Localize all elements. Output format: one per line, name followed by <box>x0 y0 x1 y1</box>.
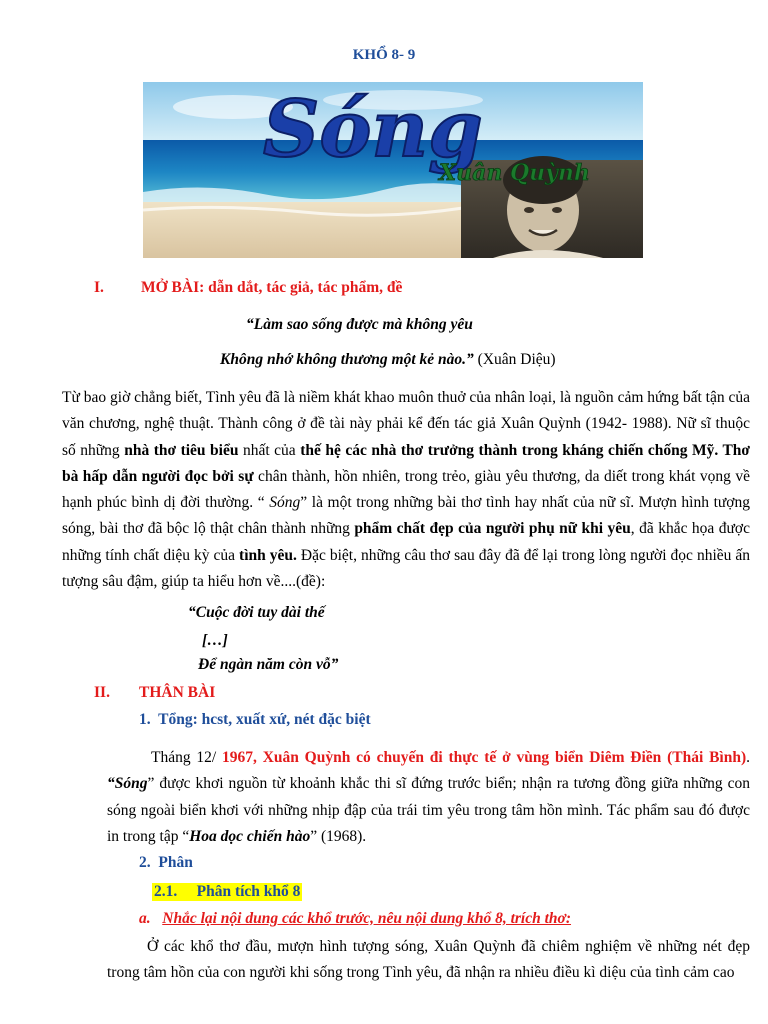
intro-italic-1: Sóng <box>269 494 301 512</box>
intro-text-4: ” là một trong những bài thơ tình hay nhất của nữ sĩ. Mượn hình tượng sóng, bài thơ đã bộc lộ thật chân thành những <box>62 494 750 538</box>
doc-title: KHỔ 8- 9 <box>352 47 416 63</box>
intro-bold-2: thế hệ các nhà thơ trưởng thành trong kháng chiến chống Mỹ. Thơ bà hấp dẫn người đọc bởi sự <box>62 441 751 485</box>
subsection-2-1-heading <box>152 883 302 901</box>
quote-2-line-3: Để ngàn năm còn vỗ” <box>198 656 339 673</box>
item-a-heading <box>139 910 571 928</box>
context-paragraph <box>107 745 750 850</box>
context-text-3: ” được khơi nguồn từ khoảnh khắc thi sĩ đứng trước biển; nhận ra tương đồng giữa những con sóng ngoài biển khơi với những nhịp đập của trái tim yêu trong tâm hồn mình. Tác phẩm sau đó được in trong tập “ <box>107 775 750 845</box>
banner-author-text: Xuân Quỳnh <box>439 160 590 186</box>
intro-text-6: Đặc biệt, những câu thơ sau đây đã để lại trong lòng người đọc nhiều ấn tượng sâu đậm, giúp ta hiểu hơn về....(đề): <box>62 546 751 591</box>
subsection-1-number: 1. <box>139 711 151 728</box>
intro-text-5: , đã khắc họa được những tính chất diệu kỳ của <box>62 520 750 564</box>
subsection-2-number: 2. <box>139 854 151 871</box>
quote-1-author: (Xuân Diệu) <box>473 351 556 368</box>
section-2-title: THÂN BÀI <box>139 684 216 701</box>
subsection-2-1-title: Phân tích khổ 8 <box>196 883 301 900</box>
subsection-2-heading <box>139 854 193 872</box>
banner-image <box>143 82 643 258</box>
intro-text-1: Từ bao giờ chẳng biết, Tình yêu đã là niềm khát khao muôn thuở của nhân loại, là nguồn cảm hứng bất tận của văn chương, nghệ thuật. Thành công ở đề tài này phải kể đến tác giả Xuân Quỳnh (1942- 1988). Nữ sĩ thuộc số những <box>62 389 750 459</box>
context-text-2: . <box>746 749 750 766</box>
quote-1-line-2 <box>220 351 556 369</box>
quote-2-line-1: “Cuộc đời tuy dài thế <box>188 604 325 621</box>
subsection-1-heading <box>139 711 371 729</box>
section-2-number: II. <box>94 684 110 701</box>
intro-text-2: nhất của <box>238 441 301 459</box>
context-text-1: Tháng 12/ <box>151 749 223 766</box>
banner-title-text: Sóng <box>263 84 483 175</box>
context-text-4: ” (1968). <box>310 827 367 845</box>
intro-paragraph <box>62 385 750 595</box>
context-highlight-red: 1967, Xuân Quỳnh có chuyến đi thực tế ở vùng biển Diêm Điền (Thái Bình) <box>222 749 747 766</box>
quote-2-line-2: […] <box>202 632 228 649</box>
subsection-1-title: Tổng: hcst, xuất xứ, nét đặc biệt <box>158 711 371 728</box>
intro-text-3: chân thành, hồn nhiên, trong trẻo, giàu yêu thương, da diết trong khát vọng về hạnh phúc bình dị đời thường. “ <box>62 467 750 512</box>
intro-bold-3: phẩm chất đẹp của người phụ nữ khi yêu <box>354 520 631 538</box>
item-a-letter: a. <box>139 910 151 927</box>
section-1-heading <box>0 279 768 299</box>
context-italic-2: Hoa dọc chiến hào <box>189 827 311 845</box>
section-2-heading <box>0 684 768 704</box>
intro-bold-4: tình yêu. <box>239 546 297 564</box>
quote-1-line-2-text: Không nhớ không thương một kẻ nào.” <box>220 351 474 368</box>
section-1-number: I. <box>94 279 104 296</box>
analysis-paragraph: Ở các khổ thơ đầu, mượn hình tượng sóng, Xuân Quỳnh đã chiêm nghiệm về những nét đẹp trong tâm hồn của con người khi sống trong Tình yêu, đã nhận ra nhiều điều kì diệu của tình cảm cao <box>107 938 750 982</box>
context-italic-1: “Sóng <box>107 775 148 793</box>
subsection-2-title: Phân <box>158 854 193 871</box>
subsection-2-1-number: 2.1. <box>154 883 178 900</box>
section-1-title: MỞ BÀI: dẫn dắt, tác giả, tác phẩm, đề <box>141 279 403 296</box>
item-a-title: Nhắc lại nội dung các khổ trước, nêu nội dung khổ 8, trích thơ: <box>162 910 572 927</box>
intro-bold-1: nhà thơ tiêu biểu <box>124 441 239 459</box>
quote-1-line-1: “Làm sao sống được mà không yêu <box>246 316 473 333</box>
